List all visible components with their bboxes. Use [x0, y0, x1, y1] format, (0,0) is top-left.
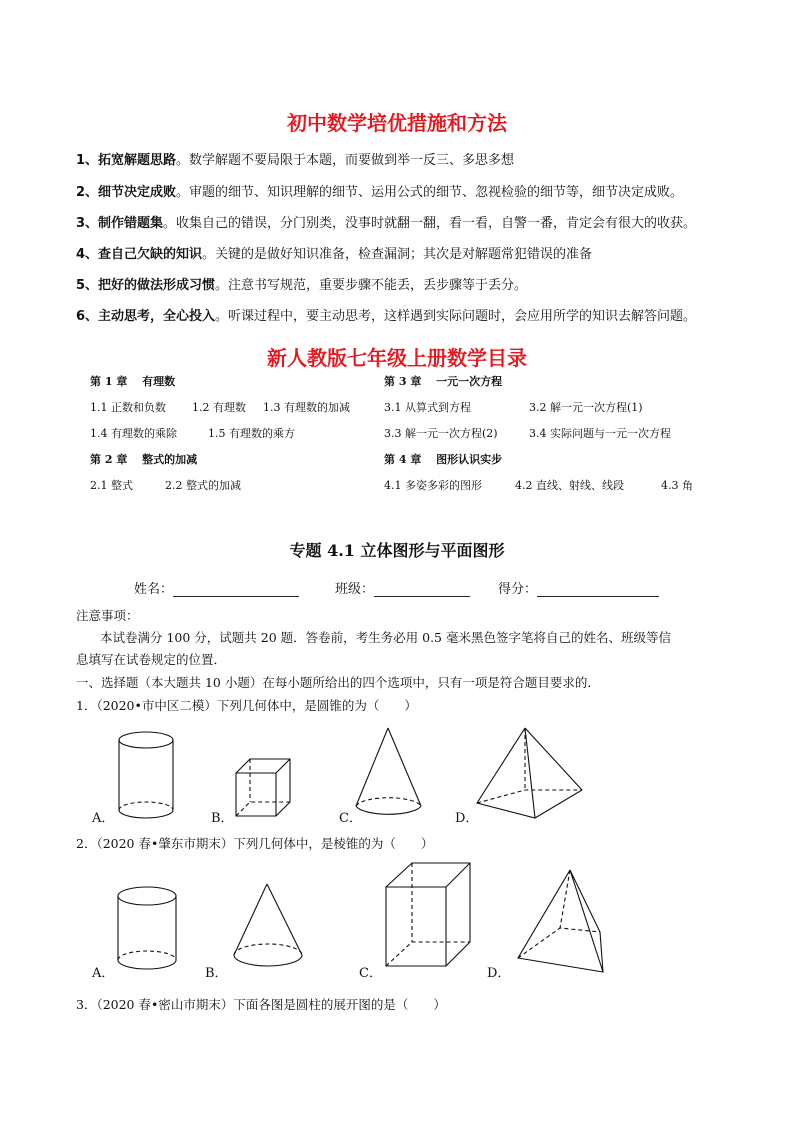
tip-text: 。数学解题不要局限于本题，而要做到举一反三、多思多想 — [176, 153, 515, 168]
toc-section: 2.2 整式的加减 — [165, 479, 241, 492]
cone-figure — [234, 884, 302, 966]
toc-section: 1.5 有理数的乘方 — [208, 427, 295, 440]
option-a[interactable]: A． — [92, 811, 115, 826]
option-d[interactable]: D． — [455, 811, 479, 826]
tip-text: 。关键的是做好知识准备，检查漏洞；其次是对解题常犯错误的准备 — [202, 247, 593, 262]
tip-text: 。审题的细节、知识理解的细节、运用公式的细节、忽视检验的细节等，细节决定成败。 — [176, 185, 684, 200]
name-label: 姓名： — [134, 582, 174, 597]
toc-title: 新人教版七年级上册数学目录 — [267, 346, 527, 370]
tip-lead: 6、主动思考，全心投入 — [76, 309, 216, 324]
question-2: 2．（2020 春•肇东市期末）下列几何体中，是棱锥的为（ ） — [76, 836, 434, 851]
tip-text: 。收集自己的错误，分门别类，没事时就翻一翻，看一看，自警一番，肯定会有很大的收获。 — [163, 216, 697, 231]
tip-text: 。注意书写规范，重要步骤不能丢，丢步骤等于丢分。 — [215, 278, 528, 293]
tip-lead: 4、查自己欠缺的知识 — [76, 247, 203, 262]
toc-chapter: 第 1 章 有理数 — [90, 375, 176, 388]
exam-title: 专题 4.1 立体图形与平面图形 — [289, 541, 505, 560]
toc-section: 3.4 实际问题与一元一次方程 — [529, 427, 671, 440]
score-label: 得分： — [498, 582, 538, 597]
toc-section: 3.1 从算式到方程 — [384, 401, 471, 414]
toc-chapter: 第 4 章 图形认识实步 — [384, 453, 503, 466]
notice-heading: 注意事项： — [76, 608, 139, 623]
option-c[interactable]: C． — [359, 966, 382, 981]
tip-lead: 5、把好的做法形成习惯 — [76, 278, 216, 293]
toc-chapter: 第 2 章 整式的加减 — [90, 453, 198, 466]
pyramid-figure — [518, 870, 603, 972]
toc-section: 1.3 有理数的加减 — [263, 401, 350, 414]
option-d[interactable]: D． — [487, 966, 511, 981]
option-b[interactable]: B． — [205, 966, 228, 981]
tip-lead: 2、细节决定成败 — [76, 185, 177, 200]
toc-section: 1.1 正数和负数 — [90, 401, 166, 414]
tip-lead: 3、制作错题集 — [76, 216, 164, 231]
class-label: 班级： — [335, 582, 375, 597]
toc-section: 1.4 有理数的乘除 — [90, 427, 177, 440]
cylinder-figure — [118, 887, 176, 969]
promo-title: 初中数学培优措施和方法 — [287, 111, 507, 135]
cuboid-figure — [386, 863, 470, 966]
toc-chapter: 第 3 章 一元一次方程 — [384, 375, 503, 388]
option-b[interactable]: B． — [211, 811, 234, 826]
toc-section: 2.1 整式 — [90, 479, 133, 492]
notice-text: 本试卷满分 100 分，试题共 20 题．答卷前，考生务必用 0.5 毫米黑色签字笔将自己的姓名、班级等信 — [100, 630, 671, 645]
notice-text: 息填写在试卷规定的位置． — [76, 652, 227, 667]
toc-section: 4.1 多姿多彩的图形 — [384, 479, 482, 492]
option-c[interactable]: C． — [339, 811, 362, 826]
toc-section: 1.2 有理数 — [192, 401, 246, 414]
toc-section: 3.3 解一元一次方程(2) — [384, 427, 498, 440]
toc-section: 3.2 解一元一次方程(1) — [529, 401, 643, 414]
toc-section: 4.3 角 — [661, 479, 693, 492]
toc-section: 4.2 直线、射线、线段 — [515, 479, 624, 492]
tip-text: 。听课过程中，要主动思考，这样遇到实际问题时，会应用所学的知识去解答问题。 — [215, 309, 697, 324]
tip-lead: 1、拓宽解题思路 — [76, 153, 177, 168]
section-heading: 一、选择题（本大题共 10 小题）在每小题所给出的四个选项中，只有一项是符合题目要求的． — [76, 675, 600, 690]
question-3: 3．（2020 春•密山市期末）下面各图是圆柱的展开图的是（ ） — [76, 997, 446, 1012]
question-1: 1．（2020•市中区二模）下列几何体中，是圆锥的为（ ） — [76, 698, 417, 713]
option-a[interactable]: A． — [92, 966, 115, 981]
